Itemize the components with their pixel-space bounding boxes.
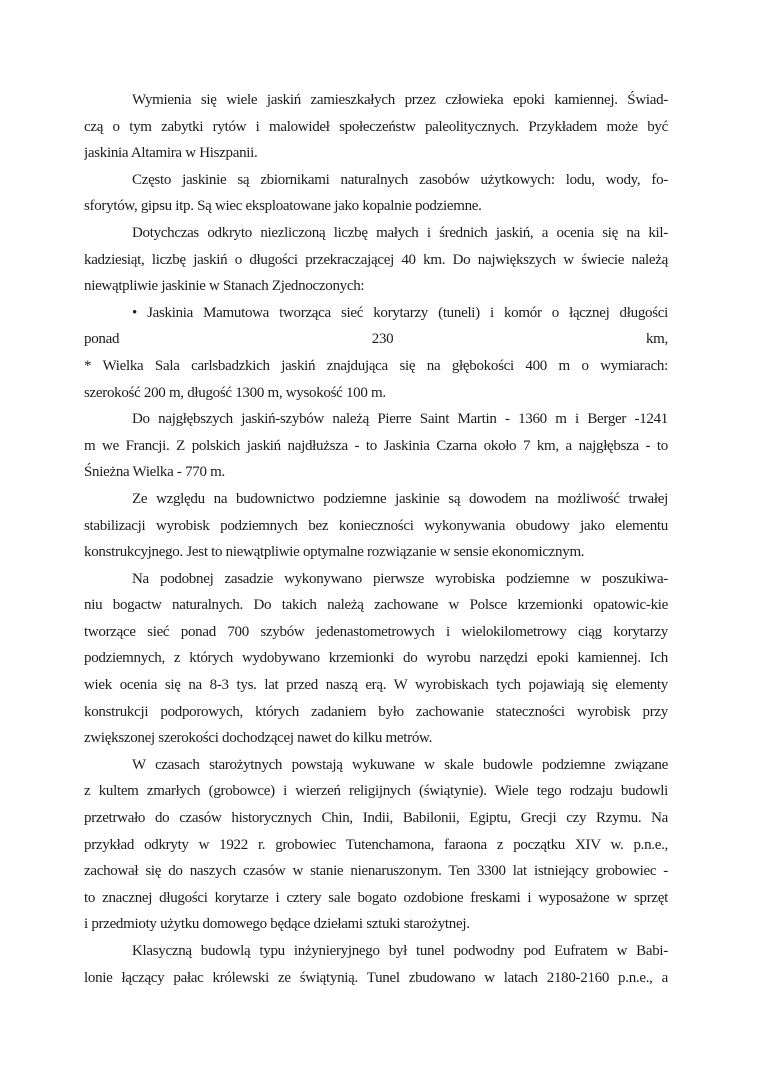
text-line: szerokość 200 m, długość 1300 m, wysokość 100 m. (84, 384, 386, 401)
text-line: niewątpliwie jaskinie w Stanach Zjednoczonych: (84, 278, 365, 295)
text-line: Dotychczas odkryto niezliczoną liczbę małych i średnich jaskiń, a ocenia się na kil- (132, 224, 668, 241)
text-line: Często jaskinie są zbiornikami naturalnych zasobów użytkowych: lodu, wody, fo- (132, 171, 668, 188)
text-line: stabilizacji wyrobisk podziemnych bez konieczności wykonywania obudowy jako elementu (84, 517, 668, 534)
text-line: * Wielka Sala carlsbadzkich jaskiń znajdująca się na głębokości 400 m o wymiarach: (84, 357, 668, 374)
text-line: • Jaskinia Mamutowa tworząca sieć korytarzy (tuneli) i komór o łącznej długości (132, 304, 668, 321)
text-line: Wymienia się wiele jaskiń zamieszkałych przez człowieka epoki kamiennej. Świad- (132, 92, 668, 108)
text-line: kadziesiąt, liczbę jaskiń o długości przekraczającej 40 km. Do największych w świecie należą (84, 251, 668, 268)
text-line: Ze względu na budownictwo podziemne jaskinie są dowodem na możliwość trwałej (132, 490, 668, 507)
text-line: lonie łączący pałac królewski ze świątynią. Tunel zbudowano w latach 2180-2160 p.n.e., a (84, 969, 668, 986)
text-line: Do najgłębszych jaskiń-szybów należą Pierre Saint Martin - 1360 m i Berger -1241 (132, 411, 668, 428)
text-line: ponad 230 km, (84, 331, 668, 348)
text-line: konstrukcyjnego. Jest to niewątpliwie optymalne rozwiązanie w sensie ekonomicznym. (84, 544, 585, 561)
text-line: przykład odkryty w 1922 r. grobowiec Tutenchamona, faraona z początku XIV w. p.n.e., (84, 836, 668, 853)
text-line: Śnieżna Wielka - 770 m. (84, 464, 225, 481)
text-line: W czasach starożytnych powstają wykuwane w skale budowle podziemne związane (132, 756, 668, 773)
text-line: jaskinia Altamira w Hiszpanii. (84, 145, 258, 162)
text-line: czą o tym zabytki rytów i malowideł społeczeństw paleolitycznych. Przykładem może być (84, 118, 668, 135)
text-line: wiek ocenia się na 8-3 tys. lat przed naszą erą. W wyrobiskach tych pojawiają się elementy (84, 677, 668, 694)
text-line: i przedmioty użytku domowego będące dziełami sztuki starożytnej. (84, 916, 470, 933)
text-line: niu bogactw naturalnych. Do takich należą zachowane w Polsce krzemionki opatowic-kie (84, 597, 668, 614)
text-line: zwiększonej szerokości dochodzącej nawet do kilku metrów. (84, 730, 433, 747)
text-line: zachował się do naszych czasów w stanie nienaruszonym. Ten 3300 lat istniejący grobowiec - (84, 863, 668, 880)
text-line: m we Francji. Z polskich jaskiń najdłuższa - to Jaskinia Czarna około 7 km, a najgłębsza - to (84, 437, 668, 454)
text-line: podziemnych, z których wydobywano krzemionki do wyrobu narzędzi epoki kamiennej. Ich (84, 650, 668, 667)
text-line: Klasyczną budowlą typu inżynieryjnego był tunel podwodny pod Eufratem w Babi- (132, 943, 668, 959)
text-line: tworzące sieć ponad 700 szybów jedenastometrowych i wielokilometrowy ciąg korytarzy (84, 623, 668, 640)
text-line: konstrukcji podporowych, których zadaniem było zachowanie stateczności wyrobisk przy (84, 703, 668, 720)
text-line: sforytów, gipsu itp. Są wiec eksploatowane jako kopalnie podziemne. (84, 198, 482, 215)
text-line: to znacznej długości korytarze i cztery sale bogato ozdobione freskami i wyposażone w sprzęt (84, 889, 668, 906)
text-line: z kultem zmarłych (grobowce) i wierzeń religijnych (świątynie). Wiele tego rodzaju budowli (84, 783, 668, 800)
page-text (84, 87, 668, 991)
text-line: przetrwało do czasów historycznych Chin, Indii, Babilonii, Egiptu, Grecji czy Rzymu. Na (84, 810, 668, 827)
text-line: Na podobnej zasadzie wykonywano pierwsze wyrobiska podziemne w poszukiwa- (132, 570, 668, 587)
